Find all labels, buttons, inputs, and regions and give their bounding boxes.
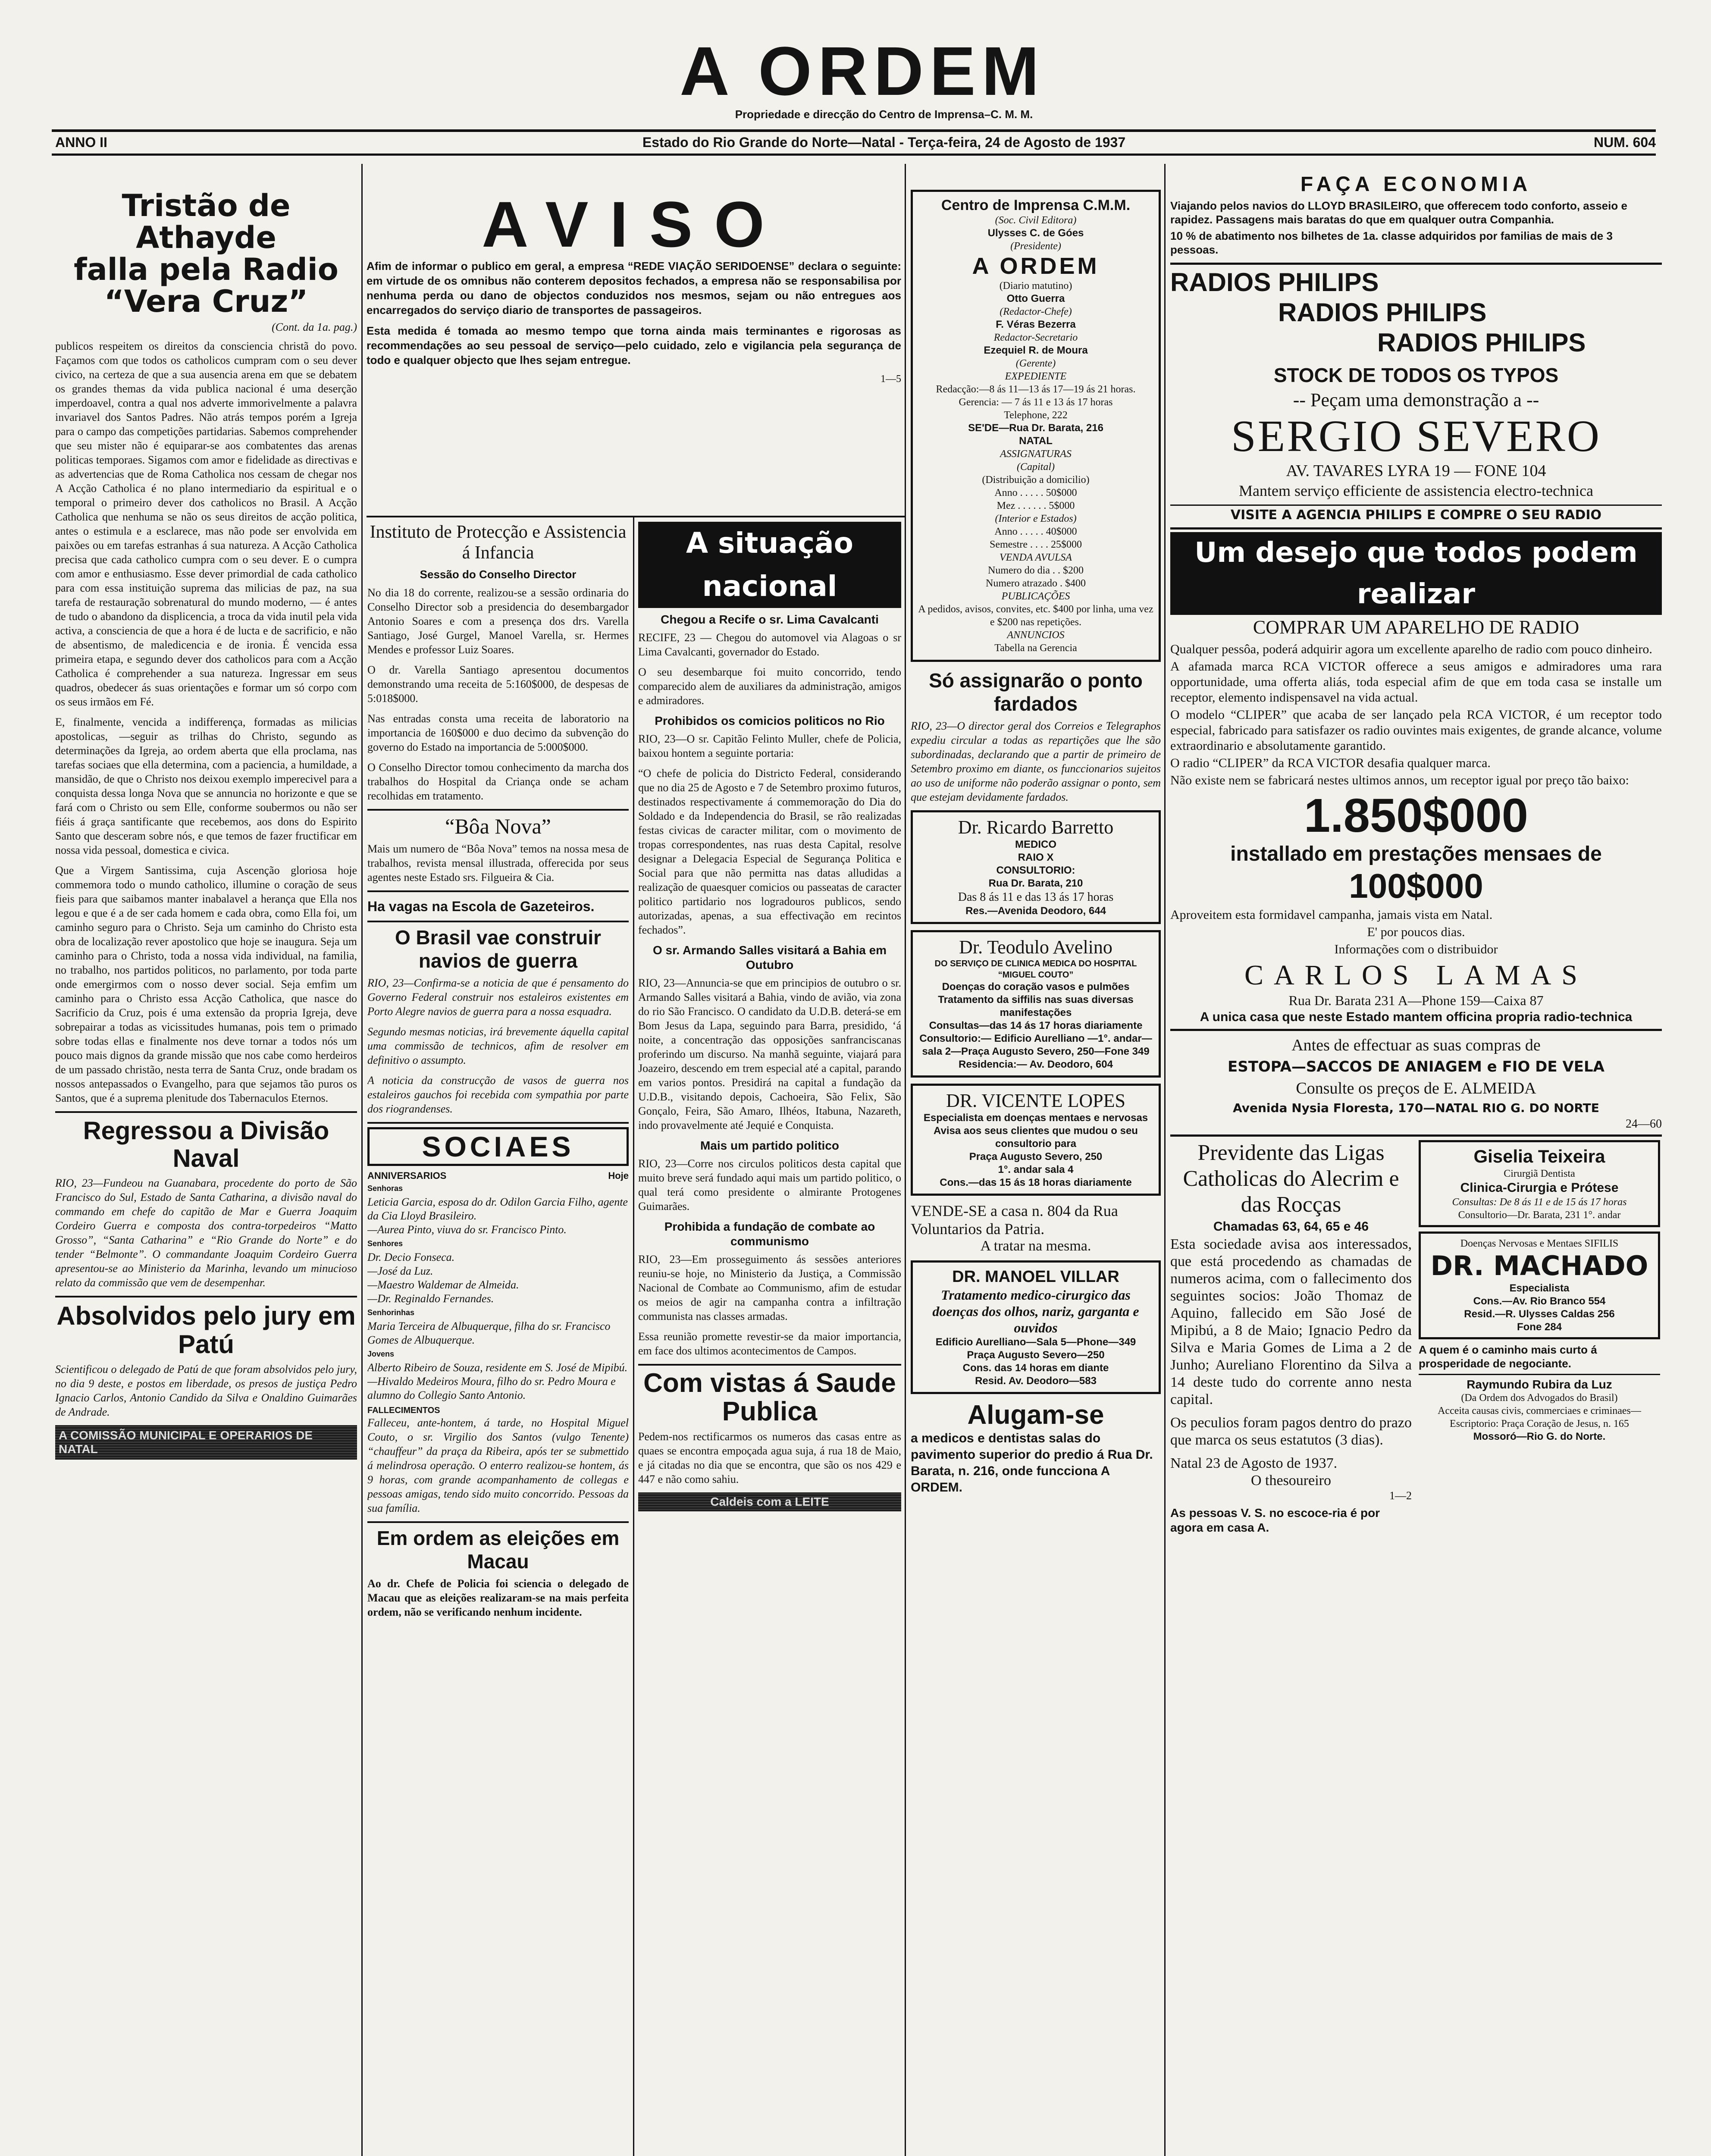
masthead-subtitle: Propriedade e direcção do Centro de Imprensa–C. M. M. [735, 108, 1033, 121]
machado-l3: Resid.—R. Ulysses Caldas 256 [1464, 1308, 1615, 1320]
masthead-rule-top [52, 129, 1656, 132]
estopa-l2: ESTOPA—SACCOS DE ANIAGEM e FIO DE VELA [1228, 1058, 1604, 1075]
centro-sec-name: F. Véras Bezerra [996, 319, 1076, 330]
rubira-l1: (Da Ordem dos Advogados do Brasil) [1461, 1392, 1618, 1404]
desejo-headline: Um desejo que todos podem realizar [1170, 532, 1662, 615]
villar-l5: Resid. Av. Deodoro—583 [975, 1375, 1097, 1387]
fardados-body: RIO, 23—O director geral dos Correios e Telegraphos expediu circular a todas as repartições que lhe são subordinadas, declarando que a partir de primeiro de Setembro proximo em diante, os funccionarios sujeitos ao uso de uniforme não poderão assignar o ponto, sem que estejam devidamente fardados. [911, 720, 1161, 803]
instituto-subhead: Sessão do Conselho Director [420, 568, 577, 581]
previdente-date: Natal 23 de Agosto de 1937. [1170, 1455, 1338, 1471]
sociaes-item: —Dr. Reginaldo Fernandes. [367, 1292, 494, 1305]
brasil-p2: Segundo mesmas noticias, irá brevemente áquella capital uma commissão de technicos, afim de resolver em definitivo o assumpto. [367, 1025, 629, 1066]
vende-text: VENDE-SE a casa n. 804 da Rua Voluntarios da Patria. [911, 1202, 1118, 1238]
aviso-rule [367, 516, 905, 517]
machado-top: Doenças Nervosas e Mentaes SIFILIS [1460, 1238, 1619, 1249]
philips-sergio: SERGIO SEVERO [1231, 411, 1601, 461]
centro-anno2: Anno . . . . . 40$000 [994, 526, 1077, 537]
lopes-l2: Avisa aos seus clientes que mudou o seu consultorio para [934, 1125, 1138, 1150]
giselia-l1: Cirurgiã Dentista [1504, 1168, 1575, 1179]
centro-redacao: Redacção:—8 ás 11—13 ás 17—19 ás 21 horas. [936, 384, 1136, 395]
tristao-body-3: Que a Virgem Santissima, cuja Ascenção gloriosa hoje commemora todo o mundo catholico, illumine o coração de seus fieis para que saibamos manter inabalavel a herança que Ella nos legou e que é a de ser cada homem e cada obra, como Ella foi, um caminho seguro para o Christo. Seja um caminho do Christo esta obra de localização rever apostolico que hoje se inaugura. Seja um caminho para o Christo, toda a nossa vida individual, na familia, no trabalho, nos partidos politicos, no parlamento, por toda parte onde emergirmos com o nosso dever social. Seja emfim um caminho para o Christo essa Acção Catholica, que nasce do Sacrificio da Cruz, pois é uma extensão da propria Igreja, deve sobrepairar a todas as vicissitudes humanas, pois tem o primado sobre todas ellas e finalmente nos deve tornar a todos nós um pouco mais dignos da grande missão que nos cabe como herdeiros de um passado christão, nesta terra de Santa Cruz, onde bradam os nossos antepassados o Evangelho, para que sejamos tão puros os Santos, que é a suprema plenitude dos Tabernaculos Eternos. [55, 864, 357, 1104]
philips-stock: STOCK DE TODOS OS TYPOS [1273, 364, 1559, 386]
situacao-p6: RIO, 23—Corre nos circulos politicos desta capital que muito breve será fundado aqui mais um partido politico, o qual terá como presidente o almirante Protogenes Guimarães. [638, 1157, 901, 1213]
centro-semestre: Semestre . . . . 25$000 [990, 539, 1082, 550]
brasil-article [367, 926, 629, 1116]
sociaes-item: Senhoras [367, 1184, 403, 1193]
aviso-p2: Esta medida é tomada ao mesmo tempo que torna ainda mais terminantes e rigorosas as recommendações ao seu pessoal de serviço—pelo cuidado, zelo e vigilancia pela segurança de todo e qualquer objecto que lhes sejam entregue. [367, 324, 901, 367]
desejo-p5: Não existe nem se fabricará nestes ultimos annos, um receptor igual por preço tão baixo: [1170, 773, 1629, 787]
desejo-p3: O modelo “CLIPER” que acaba de ser lançado pela RCA VICTOR, é um receptor todo especial, fabricado para satisfazer os radio ouvintes mais exigentes, de grande alcance, volume extraordinario e absolutamente garantido. [1170, 708, 1662, 753]
desejo-ad [1170, 532, 1662, 1025]
centro-numatr: Numero atrazado . $400 [986, 578, 1086, 589]
estopa-l4: Avenida Nysia Floresta, 170—NATAL RIO G. DO NORTE [1233, 1101, 1599, 1115]
avelino-l5: Consultorio:— Edificio Aurelliano —1°. andar—sala 2—Praça Augusto Severo, 250—Fone 349 [919, 1033, 1152, 1057]
avelino-l1: DO SERVIÇO DE CLINICA MEDICA DO HOSPITAL “MIGUEL COUTO” [934, 959, 1137, 980]
philips-mant: Mantem serviço efficiente de assistencia electro-technica [1239, 482, 1593, 499]
situacao-headline: A situação nacional [638, 522, 901, 608]
sociaes-item: Maria Terceira de Albuquerque, filha do sr. Francisco Gomes de Albuquerque. [367, 1320, 611, 1346]
aviso-headline: AVISO [482, 190, 786, 260]
situacao-p3: RIO, 23—O sr. Capitão Felinto Muller, chefe de Policia, baixou hontem a seguinte portaria: [638, 733, 901, 759]
sociaes-section: ANNIVERSARIOS [367, 1170, 447, 1181]
instituto-headline: Instituto de Protecção e Assistencia á Infancia [370, 522, 627, 563]
machado-name: DR. MACHADO [1430, 1250, 1648, 1282]
economia-headline: FAÇA ECONOMIA [1300, 173, 1532, 196]
desejo-installado: installado em prestações mensaes de [1230, 843, 1602, 865]
centro-expediente: EXPEDIENTE [1005, 371, 1067, 382]
avelino-name: Dr. Teodulo Avelino [959, 937, 1112, 958]
instituto-p4: O Conselho Director tomou conhecimento da marcha dos trabalhos do Hospital da Criança onde se acham recolhidas em tratamento. [367, 761, 629, 802]
desejo-p7: E' por poucos dias. [1367, 925, 1465, 939]
philips-ad [1170, 267, 1662, 525]
lopes-l1: Especialista em doenças mentaes e nervosas [923, 1112, 1148, 1124]
estopa-ref: 24—60 [1626, 1117, 1662, 1131]
centro-annuncios: ANNUNCIOS [1007, 630, 1065, 641]
desejo-p4: O radio “CLIPER” da RCA VICTOR desafia qualquer marca. [1170, 756, 1491, 770]
desejo-unica: A unica casa que neste Estado mantem officina propria radio-technica [1200, 1010, 1633, 1024]
sociaes-item: Alberto Ribeiro de Souza, residente em S. José de Mipibú. [367, 1361, 628, 1374]
avelino-l2: Doenças do coração vasos e pulmões [942, 981, 1130, 993]
centro-sec-role: Redactor-Secretario [993, 332, 1078, 343]
avelino-l3: Tratamento da siffilis nas suas diversas manifestações [938, 994, 1134, 1018]
column-5 [1170, 172, 1662, 2156]
centro-paper-sub: (Diario matutino) [999, 280, 1072, 291]
masthead-rule-bottom [52, 154, 1656, 156]
giselia-l3: Consultas: De 8 ás 11 e de 15 ás 17 horas [1452, 1197, 1627, 1208]
previdente-headline: Previdente das Ligas Catholicas do Alecrim e das Rocças [1183, 1141, 1399, 1217]
edition-label: ANNO II [55, 135, 107, 150]
sociaes-fallecimentos: FALLECIMENTOS [367, 1406, 440, 1415]
situacao-p8: Essa reunião promette revestir-se da maior importancia, em face dos ultimos acontecimentos de Campos. [638, 1330, 901, 1357]
tristao-headline-line1: Tristão de Athayde [122, 190, 291, 255]
alugam-article [911, 1400, 1161, 1496]
villar-name: DR. MANOEL VILLAR [952, 1268, 1119, 1286]
desejo-p6: Aproveitem esta formidavel campanha, jamais vista em Natal. [1170, 908, 1493, 922]
centro-pub-body: A pedidos, avisos, convites, etc. $400 por linha, uma vez e $200 nas repetições. [918, 604, 1153, 628]
situacao-sub4: Mais um partido politico [700, 1139, 839, 1152]
centro-title: Centro de Imprensa C.M.M. [941, 197, 1131, 213]
centro-numdia: Numero do dia . . $200 [988, 565, 1084, 576]
alugam-body: a medicos e dentistas salas do pavimento superior do predio á Rua Dr. Barata, n. 216, onde funcciona A ORDEM. [911, 1431, 1153, 1495]
centro-paper: A ORDEM [972, 253, 1100, 279]
tristao-headline [55, 190, 357, 317]
instituto-p3: Nas entradas consta uma receita de laboratorio na importancia de 160$000 e duo decimo da subvenção do governo do Estado na importancia de 5:000$000. [367, 712, 629, 753]
centro-pres-name: Ulysses C. de Góes [987, 227, 1084, 239]
centro-ger-name: Ezequiel R. de Moura [984, 345, 1088, 356]
centro-box [911, 190, 1161, 662]
philips-h1: RADIOS PHILIPS [1170, 268, 1379, 297]
dateline: Estado do Rio Grande do Norte—Natal - Terça-feira, 24 de Agosto de 1937 [642, 135, 1126, 150]
situacao-p4: “O chefe de policia do Districto Federal, considerando que no dia 25 de Agosto e 7 de Setembro proximo futuros, destinados respectivamente á commemoração do Dia do Soldado e da Independencia do Brasil, se rão realizadas festas civicas de caracter militar, com o movimento de tropas correspondentes, nas ruas desta Capital, resolve designar a Delegacia Especial de Segurança Politica e Social para que não permitta nas datas alludidas a realização de quaesquer comicios ou passeatas de caracter politico partidario nos logradouros publicos, sendo autorizadas, apenas, a sua effectivação em recintos fechados”. [638, 767, 901, 936]
centro-dir-role: (Redactor-Chefe) [1000, 306, 1072, 317]
barreto-ad [911, 810, 1161, 924]
situacao-sub1: Chegou a Recife o sr. Lima Cavalcanti [661, 613, 879, 626]
centro-telephone: Telephone, 222 [1004, 410, 1068, 421]
tristao-headline-line3: “Vera Cruz” [104, 284, 308, 319]
sociaes-fal-body: Falleceu, ante-hontem, á tarde, no Hospital Miguel Couto, o sr. Virgilio dos Santos (vulgo Tenente) “chauffeur” da praça da Ribeira, após ter se submettido á melindrosa operação. O enterro realizou-se hontem, ás 9 horas, com grande acompanhamento de collegas e pessoas amigas, tendo sido muito concorrido. Pessoas da sua família. [367, 1416, 629, 1514]
sociaes-article [367, 1127, 629, 1515]
sociaes-item: —Maestro Waldemar de Almeida. [367, 1279, 519, 1291]
situacao-sub2: Prohibidos os comicios politicos no Rio [655, 714, 885, 727]
centro-capital: (Capital) [1017, 461, 1055, 473]
villar-l2: Edificio Aurelliano—Sala 5—Phone—349 [935, 1336, 1136, 1348]
barreto-l5: Das 8 ás 11 e das 13 ás 17 horas [958, 890, 1114, 904]
villar-l1: Tratamento medico-cirurgico das doenças dos olhos, nariz, garganta e ouvidos [932, 1287, 1139, 1335]
previdente-body2: Os peculios foram pagos dentro do prazo que marca os seus estatutos (3 dias). [1170, 1415, 1412, 1448]
barreto-name: Dr. Ricardo Barretto [958, 817, 1114, 838]
rubira-l2: Acceita causas civis, commerciaes e criminaes—Escriptorio: Praça Coração de Jesus, n. 165 [1438, 1405, 1641, 1429]
machado-l2: Cons.—Av. Rio Branco 554 [1473, 1295, 1606, 1307]
economia-body: Viajando pelos navios do LLOYD BRASILEIRO, que offerecem todo conforto, asseio e rapidez. Passagens mais baratas do que em qualquer outra Companhia. [1170, 199, 1627, 226]
estopa-l1: Antes de effectuar as suas compras de [1291, 1036, 1541, 1054]
rubira-ad [1419, 1374, 1660, 1443]
aviso-box [367, 190, 901, 517]
situacao-p5: RIO, 23—Annuncia-se que em principios de outubro o sr. Armando Salles visitará a Bahia, vindo de avião, via zona do rio São Francisco. O candidato da U.D.B. deterá-se em Bom Jesus da Lapa, seguindo para Barra, presidido, ‘á noite, a concentração das opposições sanfranciscanas proferindo um discurso. Na manhã seguinte, viajará para Joazeiro, descendo em trem especial até a capital, parando em varios pontos. Presidirá na capital a fundação da U.D.B., visitando depois, Cachoeira, São Felix, São Gonçalo, Feira, São Amaro, Ilhéos, Itabuna, Nazareth, indo provavelmente até Jequié e Conquista. [638, 977, 901, 1131]
vagas-notice: Ha vagas na Escola de Gazeteiros. [367, 899, 595, 914]
absolvidos-footer: A COMISSÃO MUNICIPAL E OPERARIOS DE NATAL [55, 1425, 357, 1460]
tristao-article [55, 190, 357, 1105]
economia-ad [1170, 172, 1662, 257]
column-rule-1 [361, 164, 363, 2156]
philips-peca: -- Peçam uma demonstração a -- [1293, 389, 1539, 411]
saude-article [638, 1369, 901, 1511]
fardados-headline: Só assignarão o ponto fardados [929, 669, 1143, 715]
desejo-addr: Rua Dr. Barata 231 A—Phone 159—Caixa 87 [1288, 993, 1544, 1008]
regressou-article [55, 1117, 357, 1290]
situacao-sub5: Prohibida a fundação de combate ao communismo [664, 1220, 875, 1248]
estopa-ad [1170, 1034, 1662, 1131]
sociaes-hoje: Hoje [608, 1170, 629, 1181]
machado-l4: Fone 284 [1517, 1321, 1562, 1333]
villar-l3: Praça Augusto Severo—250 [967, 1349, 1105, 1361]
centro-distrib: (Distribuição a domicilio) [982, 474, 1090, 486]
avelino-l6: Residencia:— Av. Deodoro, 604 [959, 1059, 1113, 1070]
centro-assinaturas: ASSIGNATURAS [1000, 448, 1072, 460]
desejo-carlos: CARLOS LAMAS [1244, 959, 1588, 991]
lopes-l3: Praça Augusto Severo, 250 [969, 1151, 1103, 1163]
previdente-sign: O thesoureiro [1250, 1473, 1331, 1489]
sociaes-item: Leticia Garcia, esposa do dr. Odilon Garcia Filho, agente da Cia Lloyd Brasileiro. [367, 1196, 628, 1222]
column-3 [638, 522, 901, 2156]
centro-ger-role: (Gerente) [1015, 358, 1056, 369]
boanova-body: Mais um numero de “Bôa Nova” temos na nossa mesa de trabalhos, revista mensal illustrada, offerecida por seus agentes neste Estado srs. Filgueira & Cia. [367, 843, 629, 884]
aviso-ref: 1—5 [881, 373, 901, 385]
barreto-l2: RAIO X [1018, 852, 1054, 863]
sociaes-item: Jovens [367, 1350, 395, 1358]
sociaes-item: Senhores [367, 1239, 403, 1248]
saude-body: Pedem-nos rectificarmos os numeros das casas entre as quaes se encontra empoçada agua suja, á rua 18 de Maio, e já citadas no dia que se encontra, que são os nos 429 e 447 e não como sahiu. [638, 1430, 901, 1485]
sociaes-list [367, 1181, 629, 1402]
regressou-headline: Regressou a Divisão Naval [83, 1117, 329, 1172]
centro-venda: VENDA AVULSA [1000, 552, 1072, 563]
macau-headline: Em ordem as eleições em Macau [376, 1527, 620, 1573]
centro-anno1: Anno . . . . . 50$000 [994, 487, 1077, 498]
regressou-body: RIO, 23—Fundeou na Guanabara, procedente do porto de São Francisco do Sul, Estado de Santa Catharina, a divisão naval do commando em chefe do capitão de Mar e Guerra Joaquim Cordeiro Guerra e composta dos contra-torpedeiros “Matto Grosso”, “Santa Catharina” e “Rio Grande do Norte” e do tender “Belmonte”. O commandante Joaquim Cordeiro Guerra apresentou-se ao Ministerio da Marinha, levando um minucioso relato da commissão que vem de desempenhar. [55, 1177, 357, 1289]
philips-h3: RADIOS PHILIPS [1377, 328, 1586, 357]
vende-more: A tratar na mesma. [980, 1238, 1091, 1254]
sociaes-item: —Hivaldo Medeiros Moura, filho do sr. Pedro Moura e alumno do Collegio Santo Antonio. [367, 1375, 616, 1401]
aviso-p1: Afim de informar o publico em geral, a empresa “REDE VIAÇÃO SERIDOENSE” declara o seguinte: em virtude de os omnibus não conterem depositos fechados, a empresa não se responsabilisa por nenhuma perda ou dano de objectos conduzidos nos mesmos, sejam ou não entregues aos encarregados do serviço diario de transportes de passageiros. [367, 260, 901, 317]
centro-natal: NATAL [1019, 435, 1053, 447]
brasil-p3: A noticia da construcção de vasos de guerra nos estaleiros gauchos foi recebida com sympathia por parte dos riograndenses. [367, 1074, 629, 1115]
instituto-p2: O dr. Varella Santiago apresentou documentos demonstrando uma receita de 5:160$000, de despesas de 5:018$000. [367, 664, 629, 705]
sociaes-item: —José da Luz. [367, 1265, 433, 1277]
barreto-l4: Rua Dr. Barata, 210 [988, 877, 1083, 889]
sociaes-headline: SOCIAES [367, 1127, 629, 1166]
issue-number: NUM. 604 [1593, 135, 1656, 150]
absolvidos-article [55, 1302, 357, 1460]
centro-sub: (Soc. Civil Editora) [995, 215, 1077, 226]
giselia-name: Giselia Teixeira [1473, 1146, 1605, 1166]
rubira-l3: Mossoró—Rio G. do Norte. [1473, 1431, 1606, 1442]
situacao-article [638, 522, 901, 1358]
situacao-p7: RIO, 23—Em prosseguimento ás sessões anteriores reuniu-se hoje, no Ministerio da Justiça, a Commissão Nacional de Combate ao Communismo, afim de estudar os meios de agir na campanha contra a infiltração communista nas classes armadas. [638, 1253, 901, 1322]
barreto-l6: Res.—Avenida Deodoro, 644 [965, 905, 1106, 917]
desejo-price: 1.850$000 [1304, 789, 1528, 842]
column-rule-2 [633, 517, 634, 2156]
sociaes-item: Senhorinhas [367, 1308, 415, 1317]
desejo-p1: Qualquer pessôa, poderá adquirir agora um excellente aparelho de radio com pouco dinheiro. [1170, 642, 1652, 656]
previdente-article [1170, 1140, 1412, 1502]
desejo-p2: A afamada marca RCA VICTOR offerece a seus amigos e admiradores uma rara opportunidade, uma offerta aliás, toda especial afim de que em toda casa se installe um receptor, elemento indispensavel na vida actual. [1170, 659, 1662, 705]
saude-footer: Caldeis com a LEITE [638, 1492, 901, 1511]
villar-l4: Cons. das 14 horas em diante [962, 1362, 1109, 1374]
centro-tabella: Tabella na Gerencia [994, 642, 1077, 654]
tristao-headline-line2: falla pela Radio [74, 252, 338, 287]
machado-l1: Especialista [1509, 1282, 1570, 1294]
desejo-price2: 100$000 [1349, 867, 1483, 905]
philips-addr: AV. TAVARES LYRA 19 — FONE 104 [1286, 462, 1546, 480]
boanova-headline: “Bôa Nova” [445, 814, 551, 838]
centro-dir-name: Otto Guerra [1006, 293, 1065, 304]
machado-ad [1419, 1232, 1660, 1339]
situacao-sub3: O sr. Armando Salles visitará a Bahia em Outubro [652, 943, 887, 971]
absolvidos-headline: Absolvidos pelo jury em Patú [56, 1301, 356, 1359]
centro-mez: Mez . . . . . . 5$000 [997, 500, 1075, 511]
lopes-name: DR. VICENTE LOPES [946, 1090, 1125, 1111]
centro-gerencia: Gerencia: — 7 ás 11 e 13 ás 17 horas [959, 397, 1113, 408]
previdente-chamadas: Chamadas 63, 64, 65 e 46 [1213, 1219, 1369, 1234]
lopes-l4: 1°. andar sala 4 [998, 1164, 1074, 1175]
saude-headline: Com vistas á Saude Publica [643, 1368, 896, 1426]
desejo-p8: Informações com o distribuidor [1334, 942, 1498, 956]
previdente-body: Esta sociedade avisa aos interessados, que está procedendo as chamadas de numeros acima, com o fallecimento dos seguintes socios: João Thomaz de Aquino, fallecido em São José de Mipibú, a 8 de Maio; Ignacio Pedro da Silva e Maria Gomes de Lima a 2 de Junho; Aureliano Florentino da Silva a 14 deste tudo do corrente anno nesta capital. [1170, 1236, 1412, 1407]
centro-interior: (Interior e Estados) [995, 513, 1077, 524]
brasil-headline: O Brasil vae construir navios de guerra [395, 926, 602, 972]
column-4 [911, 190, 1161, 2156]
instituto-article [367, 522, 629, 803]
tristao-cont: (Cont. da 1a. pag.) [272, 321, 357, 333]
sociaes-item: —Aurea Pinto, viuva do sr. Francisco Pinto. [367, 1223, 567, 1236]
vende-notice [911, 1202, 1161, 1254]
absolvidos-body: Scientificou o delegado de Patú de que foram absolvidos pelo jury, no dia 9 deste, e postos em liberdade, os presos de justiça Pedro Ignacio Carlos, Antonio Candido da Silva e Onaldino Guimarães de Andrade. [55, 1363, 357, 1418]
centro-public: PUBLICAÇÕES [1001, 591, 1070, 602]
tristao-body-2: E, finalmente, vencida a indifferença, formadas as milicias apostolicas, —seguir as trilhas do Christo, segundo as determinações da Igreja, ao ordem aberta que ella proclama, nas tarefas sociaes que ella determina, com a paciencia, a humildade, a mansidão, de que o Christo nos deixou exemplo imperecivel para a conquista dessa longa Nova que se annuncia no horizonte e que se fará com o Christo ou sem Elle, conforme soubermos ou não ser fiéis á graça santificante que recebemos, aos dons do Espirito Santo que desceram sobre nós, e que temos de fazer fructificar em nossa vida pessoal, domestica e civica. [55, 716, 357, 856]
fardados-article [911, 669, 1161, 804]
giselia-l2: Clinica-Cirurgia e Prótese [1460, 1181, 1619, 1195]
estopa-l3: Consulte os preços de E. ALMEIDA [1296, 1079, 1536, 1097]
centro-sede: SE'DE—Rua Dr. Barata, 216 [968, 422, 1103, 434]
pessoas-notice: As pessoas V. S. no escoce-ria é por agora em casa A. [1170, 1506, 1380, 1534]
situacao-p1: RECIFE, 23 — Chegou do automovel via Alagoas o sr Lima Cavalcanti, governador do Estado. [638, 631, 901, 658]
alugam-headline: Alugam-se [967, 1400, 1104, 1430]
sociaes-item: Dr. Decio Fonseca. [367, 1251, 455, 1263]
tristao-body-1: publicos respeitem os direitos da consciencia christã do povo. Façamos com que todos os catholicos cumpram com o seu dever civico, na certeza de que a sua ausencia arena em que se debatem os grandes themas da vida publica nacional é uma deserção imperdoavel, contra a qual nos adverte immorivelmente a palavra invariavel dos Santos Padres. Não atrás tempos porém a Igreja para o campo das competições partidarias. Sabemos comprehender que seu mister não é equiparar-se aos combatentes das arenas politicas temporaes. Sigamos com amor e fidelidade as directivas e as advertencias que de Roma Catholica nos cessam de chegar nos A Acção Catholica é no plano intermediario da espiritual e o temporal o primeiro dever dos catholicos no Brasil. A Acção Catholica que nenhuma se não os seus direitos de acção politica, antes o estimula e a esclarece, mas não pode ser envolvida em paixões ou em tarefas estranhas á sua natureza. A Acção Catholica precisa que cada catholico cumpra com o seu dever. E o cumpra com amor e enthusiasmo. Esse dever primordial de cada catholico para com essa instituição suprema das milicias de paz, na sua tarefa de restauração sobrenatural do mundo moderno, — é antes de tudo o abandono da displicencia, a troca da vida inutil pela vida activa, a consciencia de que a hora é de lucta e de sacrificio, e não de absentismo, de maledicencia e de ironia. É vencida essa primeira etapa, e segundo dever dos catholicos para com a Acção Catholica é comprehender a sua natureza. Ingressar em seus quadros, obedecer ás suas orientações e formar um só corpo com os seus irmãos em Fé. [55, 340, 357, 708]
centro-pres-role: (Presidente) [1010, 241, 1061, 252]
desejo-sub: COMPRAR UM APARELHO DE RADIO [1253, 617, 1579, 638]
giselia-ad [1419, 1140, 1660, 1227]
instituto-p1: No dia 18 do corrente, realizou-se a sessão ordinaria do Conselho Director sob a presidencia do desembargador Antonio Soares e com a presença dos drs. Varella Santiago, José Gurgel, Manoel Varella, sr. Hermes Mendes e professor Luiz Soares. [367, 586, 629, 656]
rubira-name: Raymundo Rubira da Luz [1467, 1378, 1612, 1391]
lopes-ad [911, 1084, 1161, 1196]
situacao-p2: O seu desembarque foi muito concorrido, tendo comparecido alem de auxiliares da administração, amigos e admiradores. [638, 666, 901, 707]
column-2 [367, 522, 629, 2156]
boanova-article [367, 814, 629, 884]
masthead-title: A ORDEM [680, 32, 1045, 110]
column-rule-3 [905, 164, 906, 2156]
column-rule-4 [1164, 164, 1166, 2156]
brasil-p1: RIO, 23—Confirma-se a noticia de que é pensamento do Governo Federal construir nos estaleiros existentes em Porto Alegre navios de guerra para a nossa esquadra. [367, 977, 629, 1018]
column-1 [55, 190, 357, 2156]
avelino-ad [911, 930, 1161, 1078]
philips-h2: RADIOS PHILIPS [1278, 298, 1487, 327]
barreto-l1: MEDICO [1015, 839, 1056, 850]
villar-ad [911, 1260, 1161, 1394]
giselia-l4: Consultorio—Dr. Barata, 231 1°. andar [1458, 1210, 1621, 1221]
avelino-l4: Consultas—das 14 ás 17 horas diariamente [929, 1020, 1143, 1031]
philips-visite: VISITE A AGENCIA PHILIPS E COMPRE O SEU RADIO [1170, 505, 1662, 525]
economia-body2: 10 % de abatimento nos bilhetes de 1a. classe adquiridos por familias de mais de 3 pessoas. [1170, 229, 1613, 256]
macau-article [367, 1526, 629, 1619]
lopes-l5: Cons.—das 15 ás 18 horas diariamente [940, 1177, 1132, 1188]
previdente-ref: 1—2 [1389, 1489, 1412, 1502]
macau-body: Ao dr. Chefe de Policia foi sciencia o delegado de Macau que as eleições realizaram-se na mais perfeita ordem, não se verificando nenhum incidente. [367, 1577, 629, 1618]
barreto-l3: CONSULTORIO: [996, 865, 1075, 876]
caminho-notice: A quem é o caminho mais curto á prosperidade de negociante. [1419, 1343, 1597, 1370]
